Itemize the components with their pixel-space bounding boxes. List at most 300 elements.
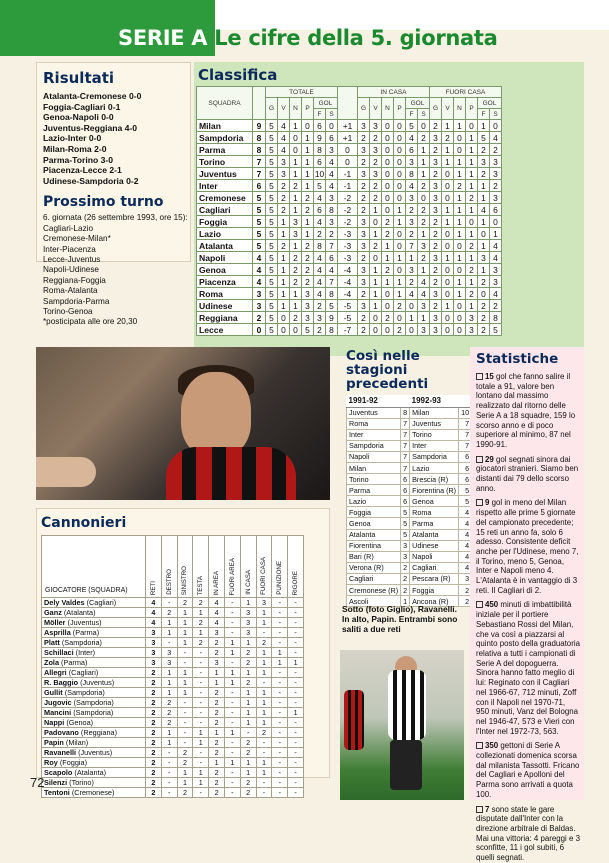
casa-cell: 2: [358, 180, 370, 192]
fuori-cell: 4: [490, 132, 502, 144]
stat-cell: -: [288, 618, 304, 628]
statistica-number: 450: [485, 600, 499, 610]
totale-cell: 4: [326, 156, 338, 168]
totale-cell: 6: [314, 156, 326, 168]
stat-cell: 4: [209, 598, 225, 608]
casa-cell: 1: [370, 204, 382, 216]
stat-cell: 1: [177, 608, 193, 618]
casa-cell: 0: [382, 192, 394, 204]
stat-cell: 1: [256, 668, 272, 678]
stat-cell: 1: [256, 758, 272, 768]
casa-cell: 2: [358, 288, 370, 300]
statistica-number: 9: [485, 498, 490, 508]
casa-cell: 0: [394, 132, 406, 144]
cosi-points-1991: 2: [401, 562, 410, 573]
stat-cell: -: [272, 758, 288, 768]
cosi-team-1991: Cagliari: [347, 573, 401, 584]
stat-cell: -: [161, 758, 177, 768]
stat-cell: -: [288, 768, 304, 778]
totale-cell: 2: [302, 204, 314, 216]
stat-cell: -: [193, 678, 209, 688]
team-points: 4: [253, 276, 266, 288]
fuori-cell: 0: [454, 324, 466, 336]
player-name: Allegri: [44, 668, 67, 677]
totale-cell: 4: [314, 252, 326, 264]
player-team: (Milan): [65, 738, 89, 747]
stat-cell: -: [224, 658, 240, 668]
cosi-points-1991: 7: [401, 462, 410, 473]
cannoniere-row: [42, 718, 304, 728]
cannoniere-name: [42, 598, 146, 608]
cosi-team-1992: Juventus: [410, 418, 459, 429]
reti-cell: 2: [146, 788, 162, 798]
classifica-row: [197, 168, 502, 180]
fuori-cell: 0: [490, 120, 502, 132]
fuori-cell: 2: [430, 264, 442, 276]
prossimo-match-item: Torino-Genoa: [43, 307, 93, 316]
casa-cell: 5: [406, 120, 418, 132]
cosi-points-1992: 4: [459, 540, 472, 551]
cosi-team-1992: Cagliari: [410, 562, 459, 573]
stat-cell: 1: [288, 658, 304, 668]
stat-cell: 1: [161, 628, 177, 638]
stat-cell: 1: [240, 668, 256, 678]
casa-cell: 1: [418, 168, 430, 180]
player-team: (Sampdoria): [64, 688, 105, 697]
statistica-text: gettoni di Serie A collezionati domenica scorsa dal milanista Tassotti. Fricano del Cagliari e Apolloni del Parma sono arrivati a quota 100.: [476, 741, 580, 799]
fuori-cell: 0: [442, 240, 454, 252]
team-points: 5: [253, 192, 266, 204]
stat-cell: 2: [209, 648, 225, 658]
player-team: (Parma): [61, 658, 88, 667]
risultati-list: [43, 91, 190, 186]
stat-cell: -: [288, 728, 304, 738]
fuori-cell: 1: [454, 228, 466, 240]
statistica-item: [476, 805, 580, 863]
fuori-cell: 2: [478, 168, 490, 180]
totale-cell: 1: [278, 300, 290, 312]
stat-cell: -: [272, 698, 288, 708]
stat-cell: 2: [177, 598, 193, 608]
col-fuori-area: [224, 536, 240, 598]
fuori-cell: 1: [466, 156, 478, 168]
cannoniere-name: [42, 758, 146, 768]
stat-cell: -: [224, 738, 240, 748]
photo-ravanelli: [340, 650, 464, 800]
fuori-cell: 4: [490, 252, 502, 264]
totale-cell: 3: [302, 300, 314, 312]
statistica-item: [476, 498, 580, 595]
team-points: 5: [253, 204, 266, 216]
player-name: Ganz: [44, 608, 62, 617]
totale-cell: 1: [290, 288, 302, 300]
stat-cell: -: [288, 788, 304, 798]
fuori-cell: 0: [442, 180, 454, 192]
stat-cell: 3: [240, 608, 256, 618]
stat-cell: 1: [256, 698, 272, 708]
fuori-cell: 3: [430, 324, 442, 336]
fuori-cell: 0: [442, 324, 454, 336]
casa-cell: 3: [370, 168, 382, 180]
fuori-cell: 0: [454, 264, 466, 276]
reti-cell: 4: [146, 618, 162, 628]
totale-cell: 5: [266, 216, 278, 228]
page-number: 72: [30, 775, 45, 790]
fuori-cell: 3: [478, 252, 490, 264]
cosi-team-1991: Foggia: [347, 507, 401, 518]
cosi-team-1992: Inter: [410, 440, 459, 451]
cannoniere-row: [42, 678, 304, 688]
fuori-cell: 5: [478, 132, 490, 144]
stat-cell: 1: [256, 618, 272, 628]
casa-cell: 2: [358, 324, 370, 336]
risultato-item: Milan-Roma 2-0: [43, 143, 107, 154]
casa-cell: 0: [406, 324, 418, 336]
reti-cell: 3: [146, 658, 162, 668]
cosi-points-1991: 5: [401, 529, 410, 540]
stat-cell: -: [224, 708, 240, 718]
cosi-team-1992: Atalanta: [410, 529, 459, 540]
col-s: S: [418, 109, 430, 120]
totale-cell: 4: [314, 288, 326, 300]
col-destro-label: DESTRO: [165, 569, 173, 595]
stat-cell: 2: [209, 718, 225, 728]
prossimo-match-item: Inter-Piacenza: [43, 244, 96, 254]
classifica-row: [197, 300, 502, 312]
stat-cell: 2: [240, 648, 256, 658]
fuori-cell: 1: [442, 252, 454, 264]
totale-cell: 1: [278, 264, 290, 276]
casa-cell: 2: [370, 192, 382, 204]
classifica-table: [196, 86, 502, 336]
cannoniere-name: [42, 638, 146, 648]
casa-cell: 0: [382, 156, 394, 168]
stat-cell: 2: [177, 788, 193, 798]
cosi-team-1992: Lazio: [410, 462, 459, 473]
totale-cell: 4: [314, 216, 326, 228]
prossimo-turno-note: *posticipata alle ore 20,30: [43, 317, 138, 327]
totale-cell: 2: [290, 252, 302, 264]
casa-cell: 2: [382, 264, 394, 276]
casa-cell: 2: [358, 192, 370, 204]
fuori-cell: 1: [454, 204, 466, 216]
stat-cell: -: [193, 648, 209, 658]
totale-cell: 2: [314, 324, 326, 336]
totale-cell: 6: [326, 132, 338, 144]
totale-cell: 1: [290, 192, 302, 204]
stat-cell: -: [224, 608, 240, 618]
casa-cell: 1: [418, 228, 430, 240]
cosi-team-1991: Juventus: [347, 407, 401, 418]
col-fuori-casa: [256, 536, 272, 598]
totale-cell: 0: [326, 120, 338, 132]
cosi-row: [347, 551, 472, 562]
stat-cell: -: [224, 598, 240, 608]
fuori-cell: 1: [490, 228, 502, 240]
stat-cell: -: [256, 678, 272, 688]
fuori-cell: 0: [454, 240, 466, 252]
stat-cell: -: [224, 788, 240, 798]
cannoniere-row: [42, 728, 304, 738]
cannoniere-row: [42, 618, 304, 628]
casa-cell: 0: [382, 300, 394, 312]
stat-cell: -: [161, 768, 177, 778]
team-name: Foggia: [197, 216, 253, 228]
prossimo-match-item: Napoli-Udinese: [43, 265, 99, 275]
stat-cell: -: [193, 758, 209, 768]
casa-cell: 1: [370, 300, 382, 312]
cosi-points-1992: 7: [459, 440, 472, 451]
casa-cell: 3: [358, 276, 370, 288]
player-name: R. Baggio: [44, 678, 79, 687]
cosi-team-1992: Torino: [410, 429, 459, 440]
totale-cell: 4: [314, 192, 326, 204]
stat-cell: 1: [288, 708, 304, 718]
stat-cell: 2: [240, 748, 256, 758]
fuori-cell: 1: [478, 264, 490, 276]
col-f: F: [314, 109, 326, 120]
team-name: Udinese: [197, 300, 253, 312]
cosi-row: [347, 429, 472, 440]
player-team: (Atalanta): [74, 768, 107, 777]
casa-cell: 1: [370, 276, 382, 288]
cosi-points-1992: 10: [459, 407, 472, 418]
stat-cell: 1: [240, 598, 256, 608]
cosi-team-1991: Roma: [347, 418, 401, 429]
cannoniere-name: [42, 768, 146, 778]
col-punizione: [272, 536, 288, 598]
casa-cell: 3: [358, 120, 370, 132]
team-name: Reggiana: [197, 312, 253, 324]
stat-cell: -: [272, 718, 288, 728]
casa-cell: 0: [382, 120, 394, 132]
col-gol: GOL: [406, 98, 430, 109]
player-team: (Atalanta): [63, 608, 96, 617]
classifica-row: [197, 240, 502, 252]
cosi-points-1992: 4: [459, 529, 472, 540]
totale-cell: 6: [314, 120, 326, 132]
stat-cell: 1: [193, 728, 209, 738]
fuori-cell: 2: [490, 180, 502, 192]
stat-cell: 2: [209, 708, 225, 718]
risultato-item: Atalanta-Cremonese 0-0: [43, 91, 142, 101]
cosi-row: [347, 485, 472, 496]
cannoniere-row: [42, 738, 304, 748]
totale-cell: 7: [326, 240, 338, 252]
casa-cell: 0: [394, 240, 406, 252]
fuori-cell: 0: [442, 276, 454, 288]
totale-cell: 2: [302, 240, 314, 252]
risultato-item: Parma-Torino 3-0: [43, 154, 114, 165]
team-points: 5: [253, 216, 266, 228]
media-inglese: -3: [338, 228, 358, 240]
totale-cell: 1: [302, 132, 314, 144]
fuori-cell: 1: [478, 120, 490, 132]
player-name: Nappi: [44, 718, 65, 727]
totale-cell: 5: [266, 312, 278, 324]
player-team: (Juventus): [78, 748, 113, 757]
team-name: Torino: [197, 156, 253, 168]
totale-cell: 3: [290, 228, 302, 240]
casa-cell: 1: [418, 264, 430, 276]
casa-cell: 1: [418, 156, 430, 168]
casa-cell: 2: [394, 324, 406, 336]
player-name: Möller: [44, 618, 66, 627]
cosi-points-1992: 4: [459, 507, 472, 518]
stat-cell: -: [272, 608, 288, 618]
reti-cell: 2: [146, 748, 162, 758]
fuori-cell: 1: [442, 120, 454, 132]
stat-cell: -: [288, 698, 304, 708]
fuori-cell: 1: [454, 288, 466, 300]
cosi-row: [347, 573, 472, 584]
cosi-row: [347, 451, 472, 462]
totale-cell: 1: [278, 288, 290, 300]
stat-cell: -: [193, 698, 209, 708]
statistica-number: 15: [485, 372, 494, 381]
player-name: Roy: [44, 758, 58, 767]
fuori-cell: 1: [454, 216, 466, 228]
stat-cell: 1: [240, 768, 256, 778]
totale-cell: 3: [278, 168, 290, 180]
classifica-row: [197, 312, 502, 324]
cosi-col-1992: 1992-93: [410, 395, 472, 407]
stat-cell: 1: [161, 618, 177, 628]
media-inglese: 0: [338, 144, 358, 156]
stat-cell: -: [224, 718, 240, 728]
fuori-cell: 1: [478, 192, 490, 204]
player-team: (Cagliari): [86, 598, 117, 607]
col-rigore: [288, 536, 304, 598]
team-points: 2: [253, 312, 266, 324]
classifica-title: Classifica: [198, 66, 278, 84]
checkbox-icon: [476, 742, 483, 749]
totale-cell: 3: [326, 216, 338, 228]
fuori-cell: 2: [478, 324, 490, 336]
stat-cell: 4: [209, 618, 225, 628]
player-team: (Sampdoria): [73, 698, 114, 707]
totale-cell: 3: [314, 312, 326, 324]
stat-cell: -: [256, 738, 272, 748]
stat-cell: -: [288, 638, 304, 648]
classifica-row: [197, 132, 502, 144]
fuori-cell: 0: [454, 144, 466, 156]
reti-cell: 3: [146, 648, 162, 658]
stat-cell: -: [177, 658, 193, 668]
totale-cell: 5: [266, 264, 278, 276]
fuori-cell: 1: [466, 180, 478, 192]
checkbox-icon: [476, 601, 483, 608]
risultato-item: Lazio-Inter 0-0: [43, 133, 102, 144]
col-rigore-label: RIGORE: [292, 570, 300, 595]
stat-cell: -: [288, 748, 304, 758]
fuori-cell: 1: [466, 276, 478, 288]
cosi-points-1991: 7: [401, 429, 410, 440]
title-serie-a: SERIE A: [118, 26, 208, 50]
totale-cell: 0: [290, 324, 302, 336]
fuori-cell: 2: [466, 240, 478, 252]
classifica-row: [197, 192, 502, 204]
fuori-cell: 2: [430, 228, 442, 240]
cosi-team-1992: Foggia: [410, 585, 459, 596]
statistica-item: [476, 741, 580, 799]
fuori-cell: 2: [466, 288, 478, 300]
stat-cell: 3: [240, 618, 256, 628]
stat-cell: 3: [161, 648, 177, 658]
fuori-cell: 1: [454, 192, 466, 204]
cannoniere-row: [42, 638, 304, 648]
casa-cell: 2: [406, 228, 418, 240]
team-name: Piacenza: [197, 276, 253, 288]
stat-cell: 2: [209, 778, 225, 788]
totale-cell: 6: [326, 252, 338, 264]
reti-cell: 2: [146, 688, 162, 698]
stat-cell: 1: [161, 678, 177, 688]
cosi-points-1991: 5: [401, 507, 410, 518]
totale-cell: 5: [266, 120, 278, 132]
reti-cell: 3: [146, 628, 162, 638]
totale-cell: 3: [302, 312, 314, 324]
stat-cell: 1: [272, 648, 288, 658]
reti-cell: 2: [146, 698, 162, 708]
cosi-points-1991: 5: [401, 518, 410, 529]
cannoniere-row: [42, 748, 304, 758]
fuori-cell: 1: [466, 132, 478, 144]
fuori-cell: 4: [490, 240, 502, 252]
fuori-cell: 1: [442, 144, 454, 156]
stat-cell: 1: [240, 708, 256, 718]
page-title: [118, 26, 498, 56]
classifica-row: [197, 144, 502, 156]
col-destro: [161, 536, 177, 598]
casa-cell: 1: [418, 312, 430, 324]
risultato-item: Piacenza-Lecce 2-1: [43, 165, 122, 176]
col-p: P: [394, 98, 406, 120]
player-team: (Sampdoria): [73, 708, 114, 717]
totale-cell: 3: [302, 288, 314, 300]
totale-cell: 8: [326, 324, 338, 336]
stat-cell: -: [161, 788, 177, 798]
stat-cell: 1: [193, 628, 209, 638]
fuori-cell: 0: [478, 288, 490, 300]
stat-cell: 1: [240, 638, 256, 648]
totale-cell: 4: [314, 264, 326, 276]
fuori-cell: 3: [490, 192, 502, 204]
stat-cell: 1: [224, 758, 240, 768]
casa-cell: 3: [406, 216, 418, 228]
fuori-cell: 3: [430, 192, 442, 204]
media-inglese: -2: [338, 192, 358, 204]
col-s: S: [490, 109, 502, 120]
stat-cell: 2: [240, 678, 256, 688]
col-g: G: [430, 98, 442, 120]
team-points: 9: [253, 120, 266, 132]
media-inglese: -2: [338, 204, 358, 216]
casa-cell: 3: [358, 216, 370, 228]
cosi-team-1992: Roma: [410, 507, 459, 518]
stat-cell: -: [224, 618, 240, 628]
stat-cell: -: [193, 788, 209, 798]
stat-cell: 1: [256, 608, 272, 618]
stat-cell: -: [272, 638, 288, 648]
stat-cell: -: [288, 738, 304, 748]
team-name: Juventus: [197, 168, 253, 180]
stat-cell: -: [177, 698, 193, 708]
casa-cell: 0: [418, 192, 430, 204]
fuori-cell: 3: [478, 156, 490, 168]
totale-cell: 5: [266, 204, 278, 216]
fuori-cell: 0: [466, 216, 478, 228]
